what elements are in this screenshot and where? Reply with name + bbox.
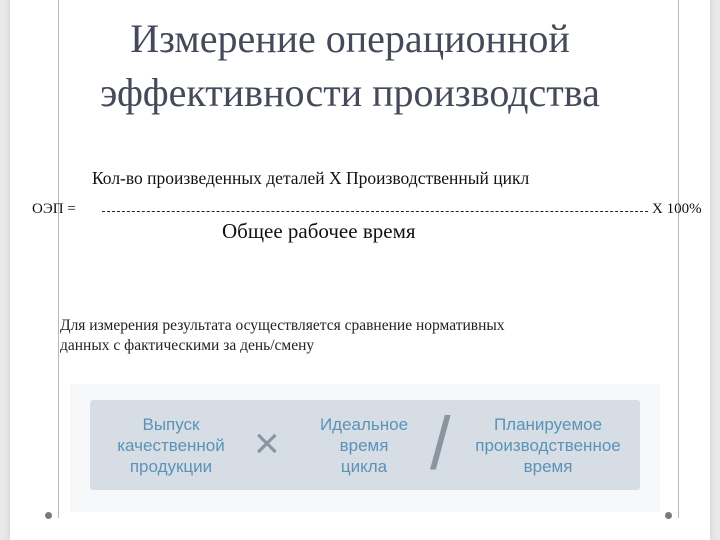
slide-title [40, 12, 660, 120]
term-line: продукции [129, 457, 213, 476]
bullet-dot-left [45, 512, 52, 519]
title-line-1: Измерение операционной [130, 16, 570, 61]
term-line: производственное [475, 436, 621, 455]
title-line-2: эффективности производства [100, 70, 600, 115]
oee-diagram [70, 384, 660, 512]
term-planned-production-time [460, 414, 636, 477]
slide-right-border [678, 0, 679, 518]
note-line-2: данных с фактическими за день/смену [60, 337, 315, 354]
term-quality-output [96, 414, 246, 477]
formula-denominator: Общее рабочее время [222, 219, 416, 243]
fraction-line [102, 211, 648, 212]
term-line: время [523, 457, 573, 476]
term-line: цикла [340, 457, 388, 476]
term-ideal-cycle-time [296, 414, 432, 477]
multiply-sign: × [254, 419, 280, 468]
term-line: Выпуск [142, 415, 200, 434]
divide-sign: / [430, 402, 451, 485]
note-line-1: Для измерения результата осуществляется сравнение нормативных [60, 317, 505, 334]
formula-lhs: ОЭП = [32, 201, 76, 217]
term-line: Планируемое [493, 415, 603, 434]
formula-multiplier: Х 100% [652, 201, 702, 217]
diagram-band [90, 400, 640, 490]
formula-numerator: Кол-во произведенных деталей Х Производственный цикл [92, 168, 530, 188]
term-line: качественной [117, 436, 225, 455]
term-line: время [339, 436, 389, 455]
note-text [60, 316, 660, 356]
bullet-dot-right [665, 512, 672, 519]
term-line: Идеальное [319, 415, 409, 434]
